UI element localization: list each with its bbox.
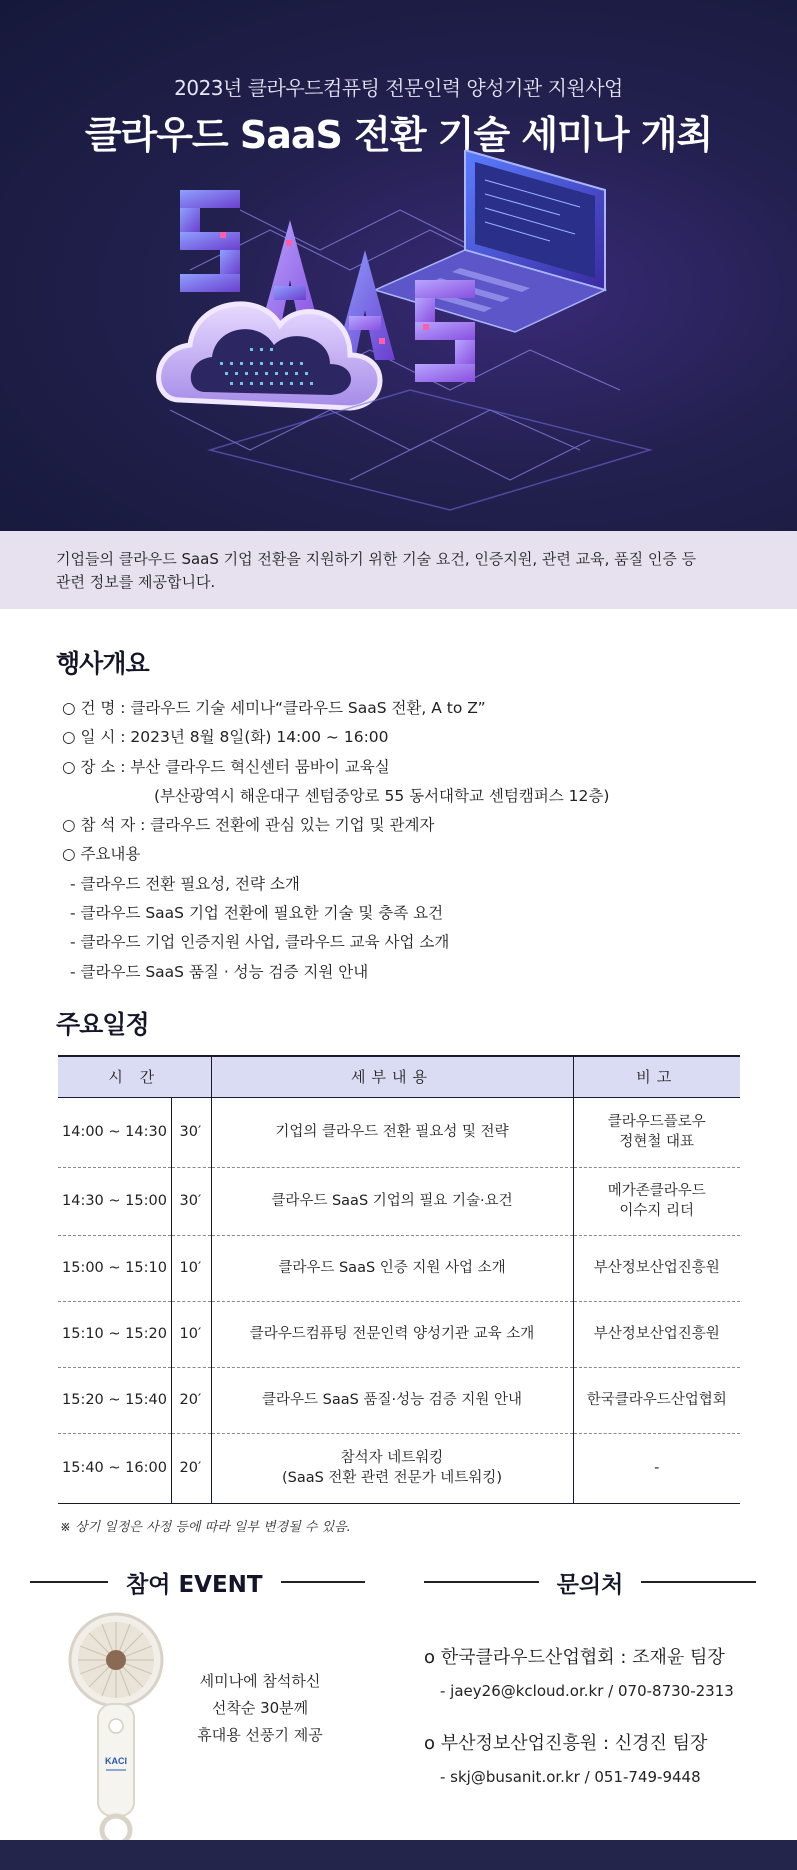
event-line-2: 선착순 30분께 xyxy=(211,1699,309,1717)
row-note: 부산정보산업진흥원 xyxy=(573,1235,740,1301)
overview-item-attendees: ○ 참 석 자 : 클라우드 전환에 관심 있는 기업 및 관계자 xyxy=(62,816,435,835)
contact-list xyxy=(424,1640,784,1812)
saas-cloud-illustration xyxy=(150,150,670,520)
schedule-heading: 주요일정 xyxy=(56,1010,149,1039)
circuit-platform xyxy=(210,390,650,510)
row-time: 14:00 ~ 14:30 xyxy=(58,1097,171,1167)
intro-band xyxy=(0,531,797,609)
contact-info-1: - jaey26@kcloud.or.kr / 070-8730-2313 xyxy=(440,1682,734,1700)
row-note xyxy=(573,1167,740,1235)
overview-item-venue: ○ 장 소 : 부산 클라우드 혁신센터 뭄바이 교육실 xyxy=(62,757,390,776)
schedule-footnote: ※ 상기 일정은 사정 등에 따라 일부 변경될 수 있음. xyxy=(60,1520,351,1535)
table-row xyxy=(58,1433,740,1503)
header-note: 비고 xyxy=(573,1056,740,1097)
schedule-header-row xyxy=(58,1056,740,1097)
row-content-sub: (SaaS 전환 관련 전문가 네트워킹) xyxy=(281,1470,502,1486)
contact-info-2: - skj@busanit.or.kr / 051-749-9448 xyxy=(440,1768,701,1786)
row-duration: 30′ xyxy=(171,1097,211,1167)
contact-org-1: o 한국클라우드산업협회 : 조재윤 팀장 xyxy=(424,1647,725,1668)
overview-item-address: (부산광역시 해운대구 센텀중앙로 55 동서대학교 센텀캠퍼스 12층) xyxy=(154,786,610,805)
table-row xyxy=(58,1235,740,1301)
row-note-org: 메가존클라우드 xyxy=(607,1183,706,1199)
row-note xyxy=(573,1097,740,1167)
row-duration: 10′ xyxy=(171,1235,211,1301)
row-content-main: 참석자 네트워킹 xyxy=(340,1450,444,1466)
contact-org-2: o 부산정보산업진흥원 : 신경진 팀장 xyxy=(424,1733,708,1754)
row-time: 15:10 ~ 15:20 xyxy=(58,1301,171,1367)
row-note: 한국클라우드산업협회 xyxy=(573,1367,740,1433)
overview-content-4: - 클라우드 SaaS 품질 · 성능 검증 지원 안내 xyxy=(70,962,369,981)
hero-subtitle: 2023년 클라우드컴퓨팅 전문인력 양성기관 지원사업 xyxy=(174,76,623,100)
row-content: 클라우드 SaaS 품질·성능 검증 지원 안내 xyxy=(211,1367,573,1433)
row-time: 14:30 ~ 15:00 xyxy=(58,1167,171,1235)
footer-bar xyxy=(0,1840,797,1870)
row-duration: 30′ xyxy=(171,1167,211,1235)
row-content: 클라우드컴퓨팅 전문인력 양성기관 교육 소개 xyxy=(211,1301,573,1367)
row-time: 15:20 ~ 15:40 xyxy=(58,1367,171,1433)
header-content: 세부내용 xyxy=(211,1056,573,1097)
hero-banner xyxy=(0,0,797,531)
overview-content-1: - 클라우드 전환 필요성, 전략 소개 xyxy=(70,874,300,893)
table-row xyxy=(58,1097,740,1167)
divider xyxy=(281,1581,365,1583)
event-line-3: 휴대용 선풍기 제공 xyxy=(197,1726,323,1744)
schedule-table xyxy=(58,1055,740,1504)
divider xyxy=(424,1581,539,1583)
event-heading-row xyxy=(30,1564,365,1600)
hero-title: 클라우드 SaaS 전환 기술 세미나 개최 xyxy=(84,113,713,157)
row-content: 기업의 클라우드 전환 필요성 및 전략 xyxy=(211,1097,573,1167)
table-row xyxy=(58,1167,740,1235)
header-time: 시 간 xyxy=(58,1056,211,1097)
overview-item-datetime: ○ 일 시 : 2023년 8월 8일(화) 14:00 ~ 16:00 xyxy=(62,728,389,747)
overview-item-contents: ○ 주요내용 xyxy=(62,845,141,864)
row-duration: 10′ xyxy=(171,1301,211,1367)
laptop-icon xyxy=(375,150,605,332)
row-note-person: 이수지 리더 xyxy=(619,1203,695,1219)
event-description xyxy=(170,1668,350,1749)
event-heading: 참여 EVENT xyxy=(126,1571,263,1598)
row-time: 15:40 ~ 16:00 xyxy=(58,1433,171,1503)
row-duration: 20′ xyxy=(171,1433,211,1503)
overview-content-3: - 클라우드 기업 인증지원 사업, 클라우드 교육 사업 소개 xyxy=(70,933,450,952)
handheld-fan-image xyxy=(62,1608,170,1848)
row-note-person: 정현철 대표 xyxy=(619,1134,695,1150)
intro-line-2: 관련 정보를 제공합니다. xyxy=(56,573,216,591)
overview-content-2: - 클라우드 SaaS 기업 전환에 필요한 기술 및 충족 요건 xyxy=(70,904,444,923)
row-note: 부산정보산업진흥원 xyxy=(573,1301,740,1367)
row-note-org: 클라우드플로우 xyxy=(607,1114,706,1130)
overview-item-name: ○ 건 명 : 클라우드 기술 세미나“클라우드 SaaS 전환, A to Z” xyxy=(62,699,486,717)
fan-logo: KACI xyxy=(105,1756,127,1766)
table-row xyxy=(58,1301,740,1367)
table-row xyxy=(58,1367,740,1433)
divider xyxy=(30,1581,108,1583)
row-content: 클라우드 SaaS 기업의 필요 기술·요건 xyxy=(211,1167,573,1235)
row-duration: 20′ xyxy=(171,1367,211,1433)
intro-line-1: 기업들의 클라우드 SaaS 기업 전환을 지원하기 위한 기술 요건, 인증지원, 관련 교육, 품질 인증 등 xyxy=(56,550,697,568)
row-content xyxy=(211,1433,573,1503)
overview-list xyxy=(62,694,762,987)
divider xyxy=(641,1581,756,1583)
overview-heading: 행사개요 xyxy=(56,649,149,678)
event-line-1: 세미나에 참석하신 xyxy=(199,1672,321,1690)
row-note: - xyxy=(573,1433,740,1503)
row-time: 15:00 ~ 15:10 xyxy=(58,1235,171,1301)
contact-heading: 문의처 xyxy=(556,1571,624,1598)
contact-heading-row xyxy=(424,1564,756,1600)
row-content: 클라우드 SaaS 인증 지원 사업 소개 xyxy=(211,1235,573,1301)
